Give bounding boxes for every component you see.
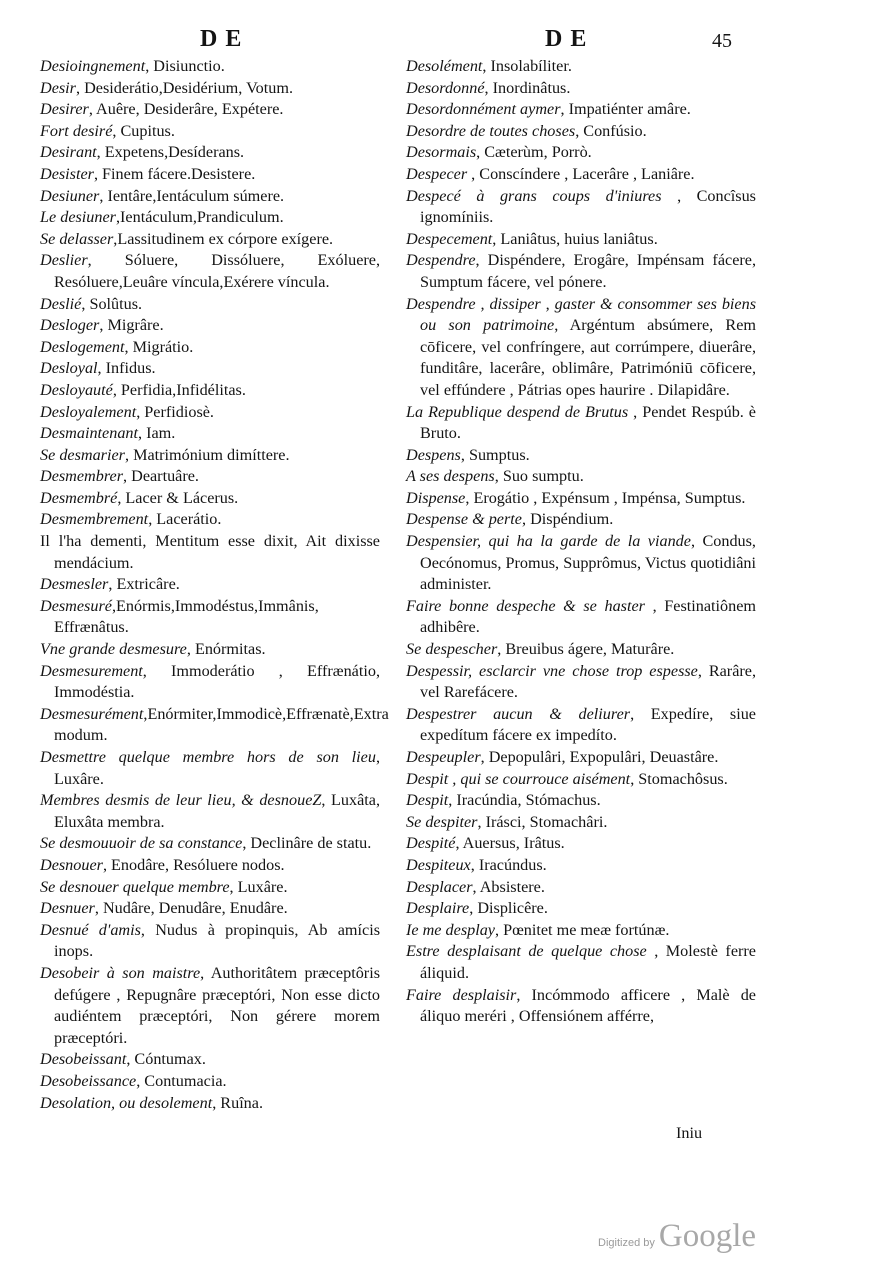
catchword: Iniu	[676, 1124, 703, 1142]
entry-headword: Despit	[406, 791, 449, 810]
entry-headword: Se desmouuoir de sa constance	[40, 834, 243, 853]
dictionary-entry	[40, 99, 380, 121]
right-column	[406, 56, 756, 1028]
entry-translation: , Luxâre.	[229, 877, 288, 896]
entry-headword: Se despiter	[406, 812, 478, 831]
entry-translation: , Sóluere, Dissóluere, Exóluere, Resóluere,Leuâre víncula,Exérere víncula.	[54, 251, 380, 291]
entry-headword: Despit , qui se courrouce aisément	[406, 769, 631, 788]
dictionary-entry	[406, 898, 756, 920]
entry-headword: Desnouer	[40, 855, 103, 874]
watermark-prefix: Digitized by	[598, 1237, 655, 1249]
entry-translation: , Dispéndere, Erogâre, Impénsam fácere, Sumptum fácere, vel pónere.	[420, 251, 756, 291]
entry-translation: , Enórmitas.	[186, 640, 266, 659]
entry-headword: Fort desiré	[40, 121, 113, 140]
entry-translation: , Declinâre de statu.	[242, 834, 372, 853]
entry-translation: , Expetens,Desíderans.	[96, 143, 245, 162]
entry-translation: , Desiderátio,Desidérium, Votum.	[75, 78, 293, 97]
dictionary-entry	[406, 294, 756, 402]
entry-headword: Despestrer aucun & deliurer	[406, 704, 631, 723]
entry-headword: Despeupler	[406, 748, 481, 766]
entry-headword: Despessir, esclarcir vne chose trop espesse	[406, 661, 698, 680]
entry-translation: , Lacerátio.	[148, 510, 222, 529]
entry-translation: , Matrimónium dimíttere.	[124, 445, 290, 464]
entry-translation: , Laniâtus, huius laniâtus.	[492, 229, 658, 248]
dictionary-entry	[406, 531, 756, 596]
dictionary-entry	[406, 877, 756, 899]
dictionary-entry	[40, 1049, 380, 1071]
dictionary-entry	[406, 855, 756, 877]
dictionary-entry	[406, 661, 756, 704]
dictionary-entry	[40, 423, 380, 445]
dictionary-entry	[40, 1093, 380, 1115]
entry-headword: Dispense	[406, 488, 466, 507]
entry-translation: , Rarâre, vel Rarefácere.	[420, 661, 756, 702]
entry-translation: , Contumacia.	[136, 1071, 227, 1090]
entry-headword: Estre desplaisant de quelque chose	[406, 942, 647, 961]
dictionary-entry	[40, 509, 380, 531]
entry-translation: , Erogátio , Expénsum , Impénsa, Sumptus.	[465, 488, 746, 507]
dictionary-entry	[40, 704, 389, 747]
entry-translation: , Infidus.	[97, 359, 156, 378]
entry-translation: , Stomachôsus.	[630, 769, 728, 788]
entry-translation: , Auêre, Desiderâre, Expétere.	[88, 100, 284, 119]
dictionary-entry	[406, 229, 756, 251]
dictionary-entry	[406, 142, 756, 164]
entry-translation: ,Enórmiter,Immodicè,Effrænatè,Extra modum.	[54, 704, 389, 745]
entry-translation: , Absistere.	[472, 877, 545, 896]
entry-headword: Desplaire	[406, 899, 470, 918]
entry-translation: , Concîsus ignomíniis.	[420, 186, 756, 227]
entry-translation: , Insolabíliter.	[482, 57, 572, 75]
entry-headword: Despendre , dissiper , gaster & consommer ses biens ou son patrimoine	[406, 294, 756, 335]
dictionary-entry	[40, 661, 380, 704]
entry-translation: , Auersus, Irâtus.	[455, 834, 565, 853]
entry-translation: , Expedíre, siue expedítum fácere ex impedíto.	[420, 704, 756, 745]
entry-translation: , Deartuâre.	[123, 467, 199, 486]
dictionary-entry	[40, 294, 380, 316]
dictionary-entry	[406, 941, 756, 984]
dictionary-entry	[406, 78, 756, 100]
dictionary-entry	[40, 1071, 380, 1093]
entry-translation: , Pœnitet me meæ fortúnæ.	[495, 920, 670, 939]
entry-translation: , Iam.	[138, 424, 176, 443]
dictionary-entry	[406, 121, 756, 143]
entry-headword: A ses despens	[406, 467, 495, 486]
entry-translation: , Authoritâtem præceptôris defúgere , Repugnâre præceptóri, Non esse dicto audiéntem præceptóri, Non gérere morem præceptóri.	[54, 963, 380, 1047]
entry-translation: , Dispéndium.	[521, 510, 614, 529]
entry-translation: , Inordinâtus.	[484, 78, 571, 97]
entry-headword: Desir	[40, 78, 76, 97]
dictionary-entry	[40, 790, 380, 833]
dictionary-entry	[40, 488, 380, 510]
entry-translation: , Incómmodo afficere , Malè de áliquo meréri , Offensiónem afférre,	[420, 985, 756, 1026]
dictionary-entry	[406, 639, 756, 661]
dictionary-entry	[406, 445, 756, 467]
entry-headword: Desobeir à son maistre	[40, 963, 201, 982]
entry-headword: Despité	[406, 834, 456, 853]
entry-headword: Desioingnement	[40, 57, 146, 75]
dictionary-entry	[40, 229, 380, 251]
digitized-by-google-watermark	[598, 1218, 756, 1255]
entry-headword: Despens	[406, 445, 461, 464]
dictionary-entry	[406, 99, 756, 121]
dictionary-entry	[40, 337, 380, 359]
entry-translation: , Ruîna.	[212, 1093, 264, 1112]
entry-translation: , Argéntum absúmere, Rem cōficere, vel confríngere, aut corrúmpere, diuerâre, funditâre, lacerâre, oblimâre, Patrimóniū cōficere, vel effúndere , Pátrias opes haurire . Dilapidâre.	[420, 316, 757, 399]
dictionary-entry	[406, 186, 756, 229]
entry-headword: Desplacer	[406, 877, 473, 896]
dictionary-entry	[40, 186, 380, 208]
dictionary-entry	[40, 596, 380, 639]
entry-headword: Desolation, ou desolement	[40, 1093, 213, 1112]
entry-headword: Despense & perte	[406, 510, 522, 529]
running-head-left: DE	[200, 26, 250, 52]
entry-headword: Deslogement	[40, 337, 125, 356]
dictionary-entry	[406, 812, 756, 834]
page-number: 45	[712, 30, 732, 52]
dictionary-entry	[406, 769, 756, 791]
entry-translation: , Lacer & Lácerus.	[117, 488, 239, 507]
entry-headword: Le desiuner	[40, 208, 116, 227]
entry-translation: Il l'ha dementi, Mentitum esse dixit, Ait dixisse mendácium.	[40, 532, 380, 572]
entry-translation: , Migrâre.	[99, 316, 164, 335]
entry-headword: Despecé à grans coups d'iniures	[406, 186, 662, 205]
entry-translation: , Nudus à propinquis, Ab amícis inops.	[54, 920, 380, 961]
entry-headword: Despendre	[406, 251, 476, 270]
dictionary-entry	[406, 56, 756, 78]
dictionary-entry	[406, 985, 756, 1028]
dictionary-entry	[40, 898, 380, 920]
entry-translation: , Conscíndere , Lacerâre , Laniâre.	[467, 164, 695, 183]
dictionary-entry	[40, 466, 380, 488]
dictionary-entry	[40, 56, 380, 78]
entry-translation: , Immoderátio , Effrænátio, Immodéstia.	[54, 661, 380, 702]
dictionary-entry	[406, 250, 756, 293]
entry-translation: , Suo sumptu.	[494, 467, 584, 486]
entry-headword: Se desnouer quelque membre	[40, 877, 230, 896]
dictionary-entry	[406, 488, 756, 510]
entry-translation: , Solûtus.	[81, 294, 143, 313]
entry-translation: , Disiunctio.	[145, 57, 225, 75]
entry-headword: Desmesurement	[40, 661, 143, 680]
entry-translation: , Iracúndia, Stómachus.	[448, 791, 601, 810]
entry-headword: Desmesuré	[40, 596, 112, 615]
entry-translation: , Depopulâri, Expopulâri, Deuastâre.	[480, 748, 719, 766]
entry-headword: Desnué d'amis	[40, 920, 141, 939]
dictionary-entry	[40, 833, 380, 855]
entry-headword: Despensier, qui ha la garde de la viande	[406, 532, 691, 551]
entry-headword: Desmembrer	[40, 467, 124, 486]
entry-translation: , Enodâre, Resóluere nodos.	[102, 855, 285, 874]
entry-headword: Ie me desplay	[406, 920, 495, 939]
dictionary-entry	[40, 142, 380, 164]
entry-headword: Desloyauté	[40, 380, 113, 399]
dictionary-entry	[406, 790, 756, 812]
entry-translation: , Perfidiosè.	[136, 402, 214, 421]
entry-headword: Desolément	[406, 57, 483, 75]
dictionary-entry	[406, 920, 756, 942]
dictionary-entry	[406, 466, 756, 488]
entry-headword: Desmettre quelque membre hors de son lieu	[40, 748, 376, 766]
entry-translation: ,Enórmis,Immodéstus,Immânis, Effrænâtus.	[54, 596, 319, 637]
entry-translation: , Breuibus ágere, Maturâre.	[497, 640, 675, 659]
entry-translation: , Finem fácere.Desistere.	[93, 164, 256, 183]
entry-translation: ,Lassitudinem ex córpore exígere.	[113, 229, 334, 248]
entry-headword: Despecer	[406, 164, 468, 183]
entry-headword: Faire desplaisir	[406, 985, 517, 1004]
entry-headword: Desirer	[40, 100, 89, 119]
entry-headword: Desister	[40, 164, 94, 183]
entry-headword: Desobeissance	[40, 1071, 137, 1090]
dictionary-entry	[40, 358, 380, 380]
dictionary-entry	[406, 747, 756, 769]
entry-translation: , Impatiénter amâre.	[560, 100, 691, 119]
entry-translation: , Luxâta, Eluxâta membra.	[54, 791, 380, 831]
dictionary-entry	[40, 747, 380, 790]
dictionary-entry	[40, 380, 380, 402]
entry-translation: , Condus, Oecónomus, Promus, Supprômus, Victus quotidiâni administer.	[420, 532, 756, 594]
left-column	[40, 56, 389, 1114]
entry-headword: Se delasser	[40, 229, 114, 248]
dictionary-entry	[40, 920, 380, 963]
entry-headword: Desmembrement	[40, 510, 149, 529]
dictionary-entry	[40, 207, 380, 229]
dictionary-entry	[406, 509, 756, 531]
google-logo: Google	[658, 1218, 757, 1254]
entry-headword: Deslier	[40, 251, 88, 270]
dictionary-entry	[40, 445, 380, 467]
entry-headword: Vne grande desmesure	[40, 640, 187, 659]
entry-headword: Deslié	[40, 294, 82, 313]
dictionary-entry	[406, 164, 756, 186]
dictionary-entry	[40, 574, 380, 596]
dictionary-entry	[40, 78, 380, 100]
entry-headword: Desormais	[406, 143, 477, 162]
dictionary-entry	[40, 639, 380, 661]
entry-translation: , Ientâre,Ientáculum súmere.	[99, 186, 285, 205]
dictionary-entry	[40, 250, 380, 293]
entry-headword: Se desmarier	[40, 445, 125, 464]
entry-headword: Desmesler	[40, 575, 109, 594]
entry-headword: Desordre de toutes choses	[406, 121, 576, 140]
entry-translation: , Cæterùm, Porrò.	[476, 143, 592, 162]
entry-headword: Despecement	[406, 229, 493, 248]
entry-translation: , Iracúndus.	[470, 855, 547, 874]
entry-translation: , Displicêre.	[469, 899, 548, 918]
entry-headword: Desobeissant	[40, 1050, 127, 1069]
entry-translation: , Nudâre, Denudâre, Enudâre.	[94, 899, 288, 918]
entry-translation: , Irásci, Stomachâri.	[477, 812, 608, 831]
entry-translation: , Luxâre.	[54, 748, 380, 788]
dictionary-entry	[40, 855, 380, 877]
entry-headword: Desiuner	[40, 186, 100, 205]
dictionary-entry	[40, 315, 380, 337]
dictionary-entry	[40, 164, 380, 186]
entry-translation: , Cupitus.	[112, 121, 175, 140]
entry-headword: Se despescher	[406, 640, 498, 659]
dictionary-entry	[40, 531, 380, 574]
entry-translation: ,Ientáculum,Prandiculum.	[115, 208, 284, 227]
entry-headword: Desloyalement	[40, 402, 137, 421]
entry-headword: Membres desmis de leur lieu, & desnoueZ	[40, 791, 322, 810]
entry-headword: Desordonné	[406, 78, 485, 97]
entry-headword: Desirant	[40, 143, 97, 162]
entry-headword: Faire bonne despeche & se haster	[406, 596, 645, 615]
dictionary-entry	[406, 402, 756, 445]
entry-headword: La Republique despend de Brutus	[406, 402, 629, 421]
running-head-right: DE	[545, 26, 595, 52]
entry-translation: , Confúsio.	[575, 121, 647, 140]
dictionary-entry	[40, 963, 380, 1049]
entry-translation: , Sumptus.	[460, 445, 530, 464]
entry-headword: Desnuer	[40, 899, 95, 918]
dictionary-entry	[40, 121, 380, 143]
entry-headword: Desloyal	[40, 359, 98, 378]
dictionary-entry	[406, 704, 756, 747]
entry-translation: , Festinatiônem adhibêre.	[420, 596, 757, 637]
dictionary-entry	[406, 833, 756, 855]
entry-headword: Desmaintenant	[40, 424, 139, 443]
entry-translation: , Extricâre.	[108, 575, 180, 594]
entry-translation: , Perfidia,Infidélitas.	[112, 380, 246, 399]
entry-translation: , Pendet Respúb. è Bruto.	[420, 402, 756, 443]
entry-translation: , Cóntumax.	[126, 1050, 206, 1069]
entry-translation: , Migrátio.	[124, 337, 194, 356]
entry-headword: Desloger	[40, 316, 100, 335]
entry-headword: Desmesurément	[40, 704, 144, 723]
entry-headword: Desordonnément aymer	[406, 100, 561, 119]
entry-headword: Desmembré	[40, 488, 118, 507]
entry-translation: , Molestè ferre áliquid.	[420, 942, 756, 982]
dictionary-entry	[40, 402, 380, 424]
dictionary-entry	[40, 877, 380, 899]
dictionary-entry	[406, 596, 756, 639]
entry-headword: Despiteux	[406, 855, 471, 874]
